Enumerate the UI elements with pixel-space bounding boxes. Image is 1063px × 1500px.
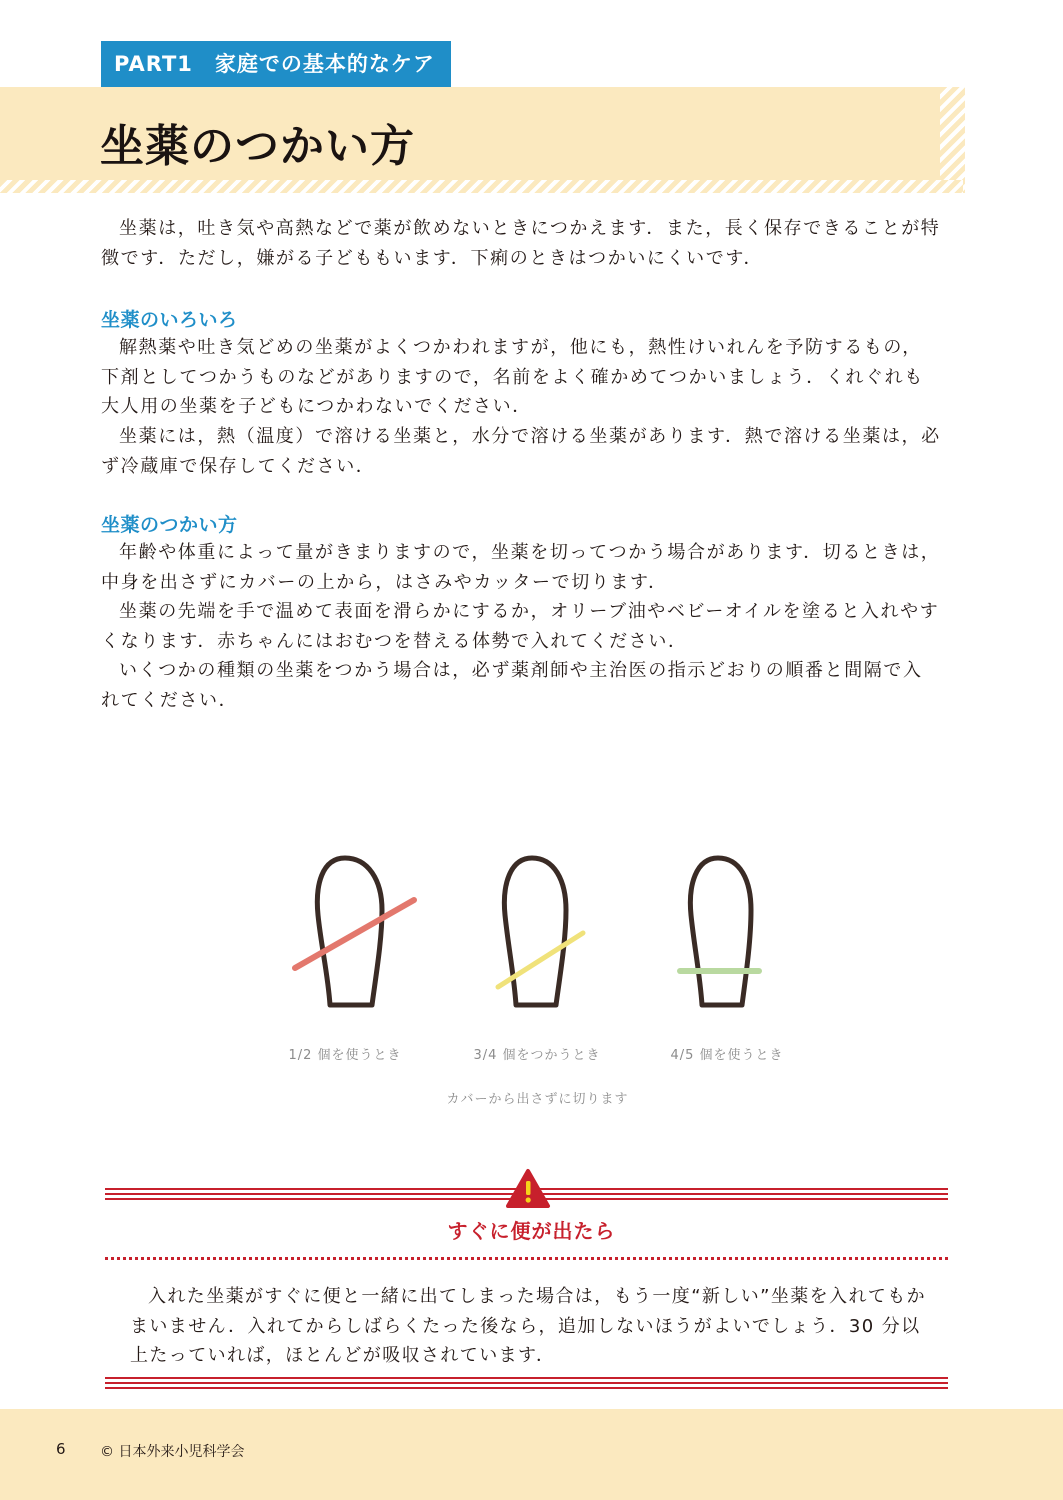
page-title: 坐薬のつかい方 [100,121,415,172]
suppository-three-quarter [498,858,583,1005]
warning-icon [505,1168,551,1210]
section-heading-variety: 坐薬のいろいろ [101,309,238,331]
page-number: 6 [56,1440,66,1458]
caption-four-fifth: 4/5 個を使うとき [670,1048,784,1063]
cut-line-half [295,900,414,968]
part-label: PART1 家庭での基本的なケア [101,41,451,87]
alert-bottom-rule [105,1377,948,1389]
illustration-note: カバーから出さずに切ります [446,1092,629,1107]
section-heading-usage: 坐薬のつかい方 [101,514,238,536]
usage-paragraph-3: いくつかの種類の坐薬をつかう場合は，必ず薬剤師や主治医の指示どおりの順番と間隔で入れてください． [101,660,923,711]
suppository-half [295,858,414,1005]
variety-paragraph-1: 解熱薬や吐き気どめの坐薬がよくつかわれますが，他にも，熱性けいれんを予防するもの，下剤としてつかうものなどがありますので，名前をよく確かめてつかいましょう．くれぐれも大人用の坐薬を子どもにつかわないでください． [101,337,924,417]
caption-three-quarter: 3/4 個をつかうとき [473,1048,601,1063]
caption-half: 1/2 個を使うとき [288,1048,402,1063]
variety-paragraph-2: 坐薬には，熱（温度）で溶ける坐薬と，水分で溶ける坐薬があります．熱で溶ける坐薬は，必ず冷蔵庫で保存してください． [101,426,941,477]
alert-paragraph: 入れた坐薬がすぐに便と一緒に出てしまった場合は，もう一度“新しい”坐薬を入れてもかまいません．入れてからしばらくたった後なら，追加しないほうがよいでしょう．30 分以上たっていれば，ほとんどが吸収されています． [130,1286,927,1366]
suppository-cut-illustration [270,840,800,1020]
alert-divider [105,1257,948,1260]
title-band-stripes-bottom [0,180,963,193]
intro-paragraph: 坐薬は，吐き気や高熱などで薬が飲めないときにつかえます．また，長く保存できることが特徴です．ただし，嫌がる子どももいます．下痢のときはつかいにくいです． [101,218,941,269]
alert-heading: すぐに便が出たら [447,1219,616,1243]
usage-paragraph-2: 坐薬の先端を手で温めて表面を滑らかにするか，オリーブ油やベビーオイルを塗ると入れやすくなります．赤ちゃんにはおむつを替える体勢で入れてください． [101,601,940,652]
copyright: © 日本外来小児科学会 [100,1444,245,1460]
suppository-four-fifth [680,858,759,1005]
title-band-stripes [940,87,965,193]
usage-paragraph-1: 年齢や体重によって量がきまりますので，坐薬を切ってつかう場合があります．切るときは，中身を出さずにカバーの上から，はさみやカッターで切ります． [101,542,941,593]
